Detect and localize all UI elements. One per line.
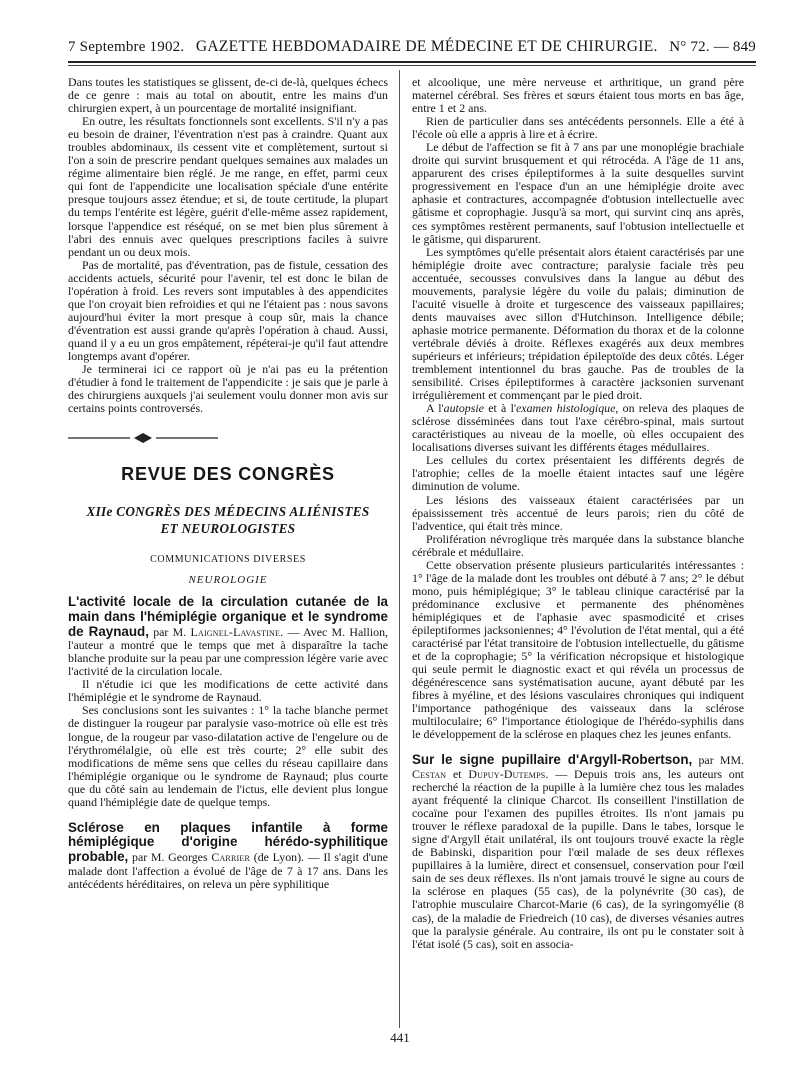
header-rule [68, 61, 756, 63]
paragraph: Les symptômes qu'elle présentait alors étaient caractérisés par une hémiplégie droite avec contracture; paralysie faciale très peu accentuée, secousses convulsives dans la langue au début des mouvements, paralysie légère du voile du palais; diminution de l'acuité visuelle à droite et turgescence des vaisseaux papillaires; dents mauvaises avec sillon d'Hutchinson. Intelligence débile; aphasie motrice permanente. Déformation du thorax et de la colonne vertébrale déviés à droite. Réflexes exagérés aux deux membres supérieurs et inférieurs; trépidation épileptoïde des deux côtés. Léger tremblement intentionnel du bras gauche. Pas de troubles de la sensibilité. Crises épileptiformes à caractère jacksonien survenant irrégulièrement et commençant par le pied droit. [412, 244, 744, 403]
header-date: 7 Septembre 1902. [68, 39, 185, 55]
paragraph: Prolifération névroglique très marquée dans la substance blanche cérébrale et médullaire. [412, 531, 744, 559]
paragraph: Pas de mortalité, pas d'éventration, pas de fistule, cessation des accidents actuels, sécurité pour l'avenir, tel est donc le bilan de l'opération à froid. Les revers sont imputables à des appendicites que l'on croyait bien refroidies et qui ne l'étaient pas : nous savons aujourd'hui éviter la mort presque à coup sûr, mais la chance d'éventration est aussi grande qu'après l'opération à chaud. Aussi, quand il y a eu un gros empâtement, répéterai-je qu'il faut attendre longtemps avant d'opérer. [68, 257, 388, 363]
paragraph: Le début de l'affection se fit à 7 ans par une monoplégie brachiale droite qui survint brusquement et qui rétrocéda. A l'âge de 11 ans, apparurent des crises épileptiformes à la suite desquelles survint progressivement en l'espace d'un an une hémiplégie droite avec aphasie et contractures, accompagnée d'obtusion intellectuelle avec gâtisme et coprophagie. Jusqu'à sa mort, qui survint cinq ans après, ces symptômes restèrent permanents, sauf l'obtusion intellectuelle et le gâtisme, qui disparurent. [412, 140, 744, 246]
running-header [68, 38, 756, 58]
left-column [68, 76, 388, 891]
author-name: Laignel-Lavastine. [190, 624, 284, 639]
column-divider [399, 70, 400, 1028]
congress-title [68, 503, 388, 537]
author-name: Carrier [211, 849, 250, 864]
ornament-divider-icon [68, 431, 218, 445]
author-name: Cestan [412, 766, 447, 781]
paragraph: Dans toutes les statistiques se glissent, de-ci de-là, quelques échecs de ce genre : mais au total on aboutit, entre les mains d'un chirurgien expert, à un pourcentage de mortalité insignifiant. [68, 75, 388, 116]
issue-page-number: N° 72. — 849 [669, 39, 756, 55]
byline-prefix: par M. Georges [132, 849, 208, 864]
article-title: L'activité locale de la circulation cutanée de la main dans l'hémiplégie organique et le syndrome de Raynaud, [68, 594, 388, 639]
article-title: Sclérose en plaques infantile à forme hémiplégique d'origine hérédo-syphilitique probable, [68, 819, 388, 864]
paragraph: Je terminerai ici ce rapport où je n'ai pas eu la prétention d'étudier à fond le traitement de l'appendicite : je sais que je parle à des chirurgiens auxquels j'ai seulement voulu donner mon avis sur certains points controversés. [68, 362, 388, 416]
article-lead: — Depuis trois ans, les auteurs ont recherché la réaction de la pupille à la lumière chez tous les malades ayant fréquenté la clinique Charcot. Ils conseillent l'instillation de cocaïne pour l'examen des pupilles étroites. Ils n'ont jamais pu trouver le réflexe paradoxal de la pupille. Dans le tabes, lorsque le signe d'Argyll était unilatéral, ils ont toujours trouvé exacte la règle de Babinski, disparition pour l'œil malade de ses deux réflexes pupillaires à la lumière, direct et consensuel, conservation pour l'œil sain de ses deux réflexes. Ils n'ont jamais trouvé le signe au cours de la sclérose en plaques (55 cas), de la polynévrite (30 cas), de l'atrophie musculaire Charcot-Marie (6 cas), de la syringomyélie (8 cas), de la maladie de Friedreich (10 cas), de diverses vésanies autres que la paralysie générale. Au contraire, ils ont pu le constater soit à l'état isolé (5 cas), soit en associa- [412, 766, 744, 951]
author-name: Dupuy-Dutemps. [468, 766, 549, 781]
term-examen-histologique: examen histologique [516, 401, 616, 416]
paragraph: Rien de particulier dans ses antécédents personnels. Elle a été à l'école où elle a appris à lire et à écrire. [412, 114, 744, 142]
page-folio: 441 [390, 1030, 410, 1045]
paragraph: et alcoolique, une mère nerveuse et arthritique, un grand père maternel cérébral. Ses frères et sœurs étaient tous morts en bas âge, entre 1 et 2 ans. [412, 75, 744, 116]
section-title: REVUE DES CONGRÈS [121, 464, 335, 485]
byline-prefix: par MM. [698, 753, 744, 768]
paragraph: Les lésions des vaisseaux étaient caractérisées par un épaississement très accentué de leurs parois; rien du côté de l'adventice, qui était très mince. [412, 492, 744, 533]
paragraph-autopsy [412, 402, 744, 454]
paragraph: Il n'étudie ici que les modifications de cette activité dans l'hémiplégie et le syndrome de Raynaud. [68, 677, 388, 705]
article-carrier [68, 821, 388, 891]
term-autopsie: autopsie [443, 401, 484, 416]
article-cestan-dupuy-dutemps [412, 753, 744, 950]
paragraph: En outre, les résultats fonctionnels sont excellents. S'il n'y a pas eu besoin de drainer, l'éventration n'est pas à craindre. Quant aux troubles abdominaux, ils cessent vite et complètement, surtout si l'on a soin de prescrire pendant quelques semaines aux malades un régime alimentaire bien réglé. Je me range, en effet, parmi ceux qui font de l'appendicite une localisation spéciale d'une entérite presque toujours assez étendue; et si, de toute certitude, la plupart du temps l'entérite est légère, guérit d'elle-même assez rapidement, lorsque l'appendice est réséqué, on se met bien plus sûrement à l'abri des ennuis avec quelques prescriptions faciles à suivre pendant un ou deux mois. [68, 114, 388, 259]
article-title: Sur le signe pupillaire d'Argyll-Robertson, [412, 752, 693, 768]
author-join: et [453, 766, 462, 781]
paragraph: Les cellules du cortex présentaient les différents degrés de l'atrophie; celles de la moelle étaient intactes sauf une légère diminution de volume. [412, 453, 744, 494]
article-lead: — Il s'agit d'une malade dont l'affection a évolué de l'âge de 7 à 17 ans. Dans les antécédents héréditaires, on releva un père syphilitique [68, 849, 388, 891]
paragraph: Cette observation présente plusieurs particularités intéressantes : 1° l'âge de la malade dont les troubles ont débuté à 7 ans; 2° le début mono, puis hémiplégique; 3° le tableau clinique caractérisé par la prédominance exclusive et permanente des phénomènes hémiplégiques et de l'aphasie avec spasmodicité et crises épileptiformes jacksoniennes; 4° l'évolution de l'état mental, qui a été caractérisé par l'état transitoire de l'obtusion intellectuelle, du gâtisme et de la coprophagie; 5° la vérification nécropsique et histologique qui seule permit le diagnostic exact et qui révéla un processus de dégénérescence sans systématisation aucune, ayant débuté par les fibres à myéline, et des lésions vasculaires chroniques qui indiquent l'importance pathogénique des vaisseaux dans la sclérose multiloculaire; 6° l'importance étiologique de l'hérédo-syphilis dans le développement de la sclérose en plaques chez les jeunes enfants. [412, 557, 744, 742]
text-run: A l' [426, 401, 444, 416]
author-place: (de Lyon). [253, 849, 305, 864]
paragraph: Ses conclusions sont les suivantes : 1° la tache blanche permet de distinguer la rougeur par paralysie vaso-motrice où elle est très longue, de la rougeur par vaso-dilatation active de l'engelure ou de l'érythromélalgie, où elle est très courte; 2° elle subit des modifications de même sens que celles du réseau capillaire dans l'hémiplégie organique ou le syndrome de Raynaud; plus courte que du côté sain au lendemain de l'ictus, elle devient plus longue quand l'hémiplégie date de quelque temps. [68, 703, 388, 809]
header-rule-thin [68, 65, 756, 66]
byline-prefix: par M. [153, 624, 187, 639]
right-column [412, 76, 744, 951]
text-run: et à l' [483, 401, 517, 416]
journal-title: GAZETTE HEBDOMADAIRE DE MÉDECINE ET DE CHIRURGIE. [195, 38, 658, 55]
rubric-neurologie: NEUROLOGIE [188, 574, 268, 587]
congress-title-line: XIIe CONGRÈS DES MÉDECINS ALIÉNISTES [86, 504, 370, 520]
subheading: COMMUNICATIONS DIVERSES [150, 554, 306, 566]
congress-title-line: ET NEUROLOGISTES [160, 521, 296, 537]
text-run: , on releva des plaques de sclérose disséminées dans tout l'axe cérébro-spinal, mais surtout caractéristiques au niveau de la moelle, où elles occupaient des localisations diverses suivant les différents étages médullaires. [412, 401, 744, 455]
article-laignel-lavastine [68, 595, 388, 808]
article-lead: — Avec M. Hallion, l'auteur a montré que le temps que met à disparaître la tache blanche produite sur la peau par une compression légère varie avec l'activité de la circulation locale. [68, 624, 388, 679]
